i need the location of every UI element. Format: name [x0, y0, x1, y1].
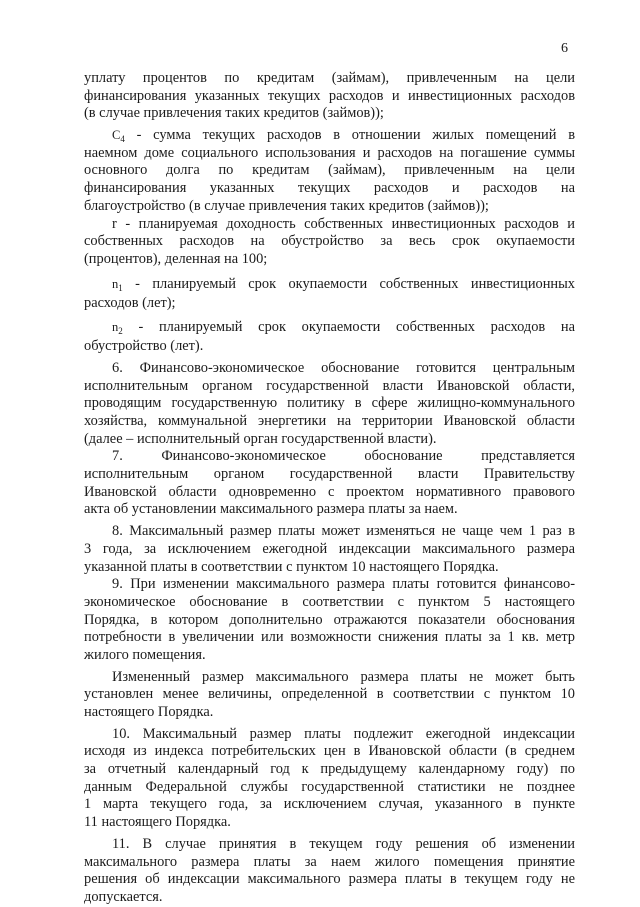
- text-line: акта об установлении максимального размера платы за наем.: [84, 501, 458, 518]
- paragraph-10: [84, 726, 575, 832]
- text-line: обустройство (лет).: [84, 338, 204, 355]
- text-line: 7. Финансово-экономическое обоснование представляется: [112, 448, 575, 465]
- paragraph-8: [84, 523, 575, 576]
- formula-symbol: n: [112, 276, 119, 291]
- paragraph-7: [84, 448, 575, 519]
- text-line: экономическое обоснование в соответствии с пунктом 5 настоящего: [84, 593, 575, 610]
- page-number: 6: [561, 41, 568, 56]
- text-line: исходя из индекса потребительских цен в Ивановской области (в среднем: [84, 743, 575, 760]
- text-line: основного долга по кредитам (займам), привлеченным на цели: [84, 162, 575, 179]
- text-line: максимального размера платы за наем жилого помещения принятие: [84, 853, 575, 870]
- text-line: расходов (лет);: [84, 294, 176, 311]
- formula-symbol: r: [112, 215, 117, 232]
- definition-text: - планируемый срок окупаемости собственных инвестиционных: [135, 275, 575, 292]
- definition-line: [84, 273, 575, 295]
- definition-line: [84, 316, 575, 338]
- definition-c4: [84, 127, 575, 215]
- paragraph-continuation: [84, 70, 575, 123]
- text-line: жилого помещения.: [84, 646, 206, 663]
- definition-n1: [84, 273, 575, 313]
- text-line: потребности в увеличении или возможности снижения платы за 1 кв. метр: [84, 629, 575, 646]
- text-line: 11 настоящего Порядка.: [84, 814, 231, 831]
- paragraph-11: [84, 836, 575, 907]
- text-line: (процентов), деленная на 100;: [84, 250, 268, 267]
- text-line: 9. При изменении максимального размера платы готовится финансово-: [112, 576, 575, 593]
- text-line: 8. Максимальный размер платы может изменяться не чаще чем 1 раз в: [112, 523, 575, 540]
- text-line: допускается.: [84, 888, 163, 905]
- text-line: 3 года, за исключением ежегодной индексации максимального размера: [84, 540, 575, 557]
- text-line: хозяйства, коммунальной энергетики на территории Ивановской области: [84, 413, 575, 429]
- text-line: собственных расходов на обустройство за весь срок окупаемости: [84, 233, 575, 250]
- document-body: [84, 70, 575, 907]
- text-line: 11. В случае принятия в текущем году решения об изменении: [112, 835, 575, 852]
- paragraph-6: [84, 360, 575, 448]
- definition-r: [84, 216, 575, 269]
- text-line: уплату процентов по кредитам (займам), привлеченным на цели: [84, 70, 575, 86]
- text-line: Порядка, в котором дополнительно отражаются показатели обоснования: [84, 611, 575, 628]
- text-line: 6. Финансово-экономическое обоснование готовится центральным: [112, 359, 575, 376]
- text-line: (в случае привлечения таких кредитов (займов));: [84, 105, 384, 122]
- definition-line: [84, 127, 575, 145]
- text-line: решения об индексации максимального размера платы в текущем году не: [84, 871, 575, 888]
- formula-symbol: n: [112, 320, 119, 335]
- text-line: финансирования указанных текущих расходов и расходов на: [84, 180, 575, 197]
- text-line: финансирования указанных текущих расходов и инвестиционных расходов: [84, 87, 575, 104]
- text-line: Ивановской области одновременно с проектом нормативного правового: [84, 483, 575, 500]
- definition-text: - сумма текущих расходов в отношении жилых помещений в: [136, 127, 575, 144]
- text-line: Измененный размер максимального размера платы не может быть: [112, 668, 575, 685]
- text-line: данным Федеральной службы государственной статистики не позднее: [84, 778, 575, 795]
- definition-text: - планируемая доходность собственных инвестиционных расходов и: [125, 215, 575, 232]
- text-line: за отчетный календарный год к предыдущему календарному году) по: [84, 761, 575, 778]
- text-line: наемном доме социального использования и расходов на погашение суммы: [84, 144, 575, 161]
- text-line: проводящим государственную политику в сфере жилищно-коммунального: [84, 395, 575, 412]
- paragraph-9-continuation: [84, 669, 575, 722]
- definition-text: - планируемый срок окупаемости собственных расходов на: [138, 319, 575, 336]
- definition-n2: [84, 316, 575, 356]
- text-line: исполнительным органом государственной власти Правительству: [84, 466, 575, 483]
- text-line: (далее – исполнительный орган государственной власти).: [84, 430, 437, 447]
- formula-symbol: С: [112, 128, 121, 143]
- text-line: установлен менее величины, определенной в соответствии с пунктом 10: [84, 686, 575, 703]
- formula-subscript: 4: [120, 134, 125, 145]
- text-line: благоустройство (в случае привлечения таких кредитов (займов));: [84, 197, 489, 214]
- definition-line: [84, 216, 575, 234]
- formula-subscript: 1: [118, 282, 123, 293]
- formula-subscript: 2: [118, 326, 123, 337]
- text-line: исполнительным органом государственной власти Ивановской области,: [84, 377, 575, 394]
- paragraph-9: [84, 576, 575, 664]
- text-line: настоящего Порядка.: [84, 704, 214, 720]
- text-line: 1 марта текущего года, за исключением случая, указанного в пункте: [84, 796, 575, 813]
- text-line: 10. Максимальный размер платы подлежит ежегодной индексации: [112, 725, 575, 742]
- text-line: указанной платы в соответствии с пунктом 10 настоящего Порядка.: [84, 558, 499, 575]
